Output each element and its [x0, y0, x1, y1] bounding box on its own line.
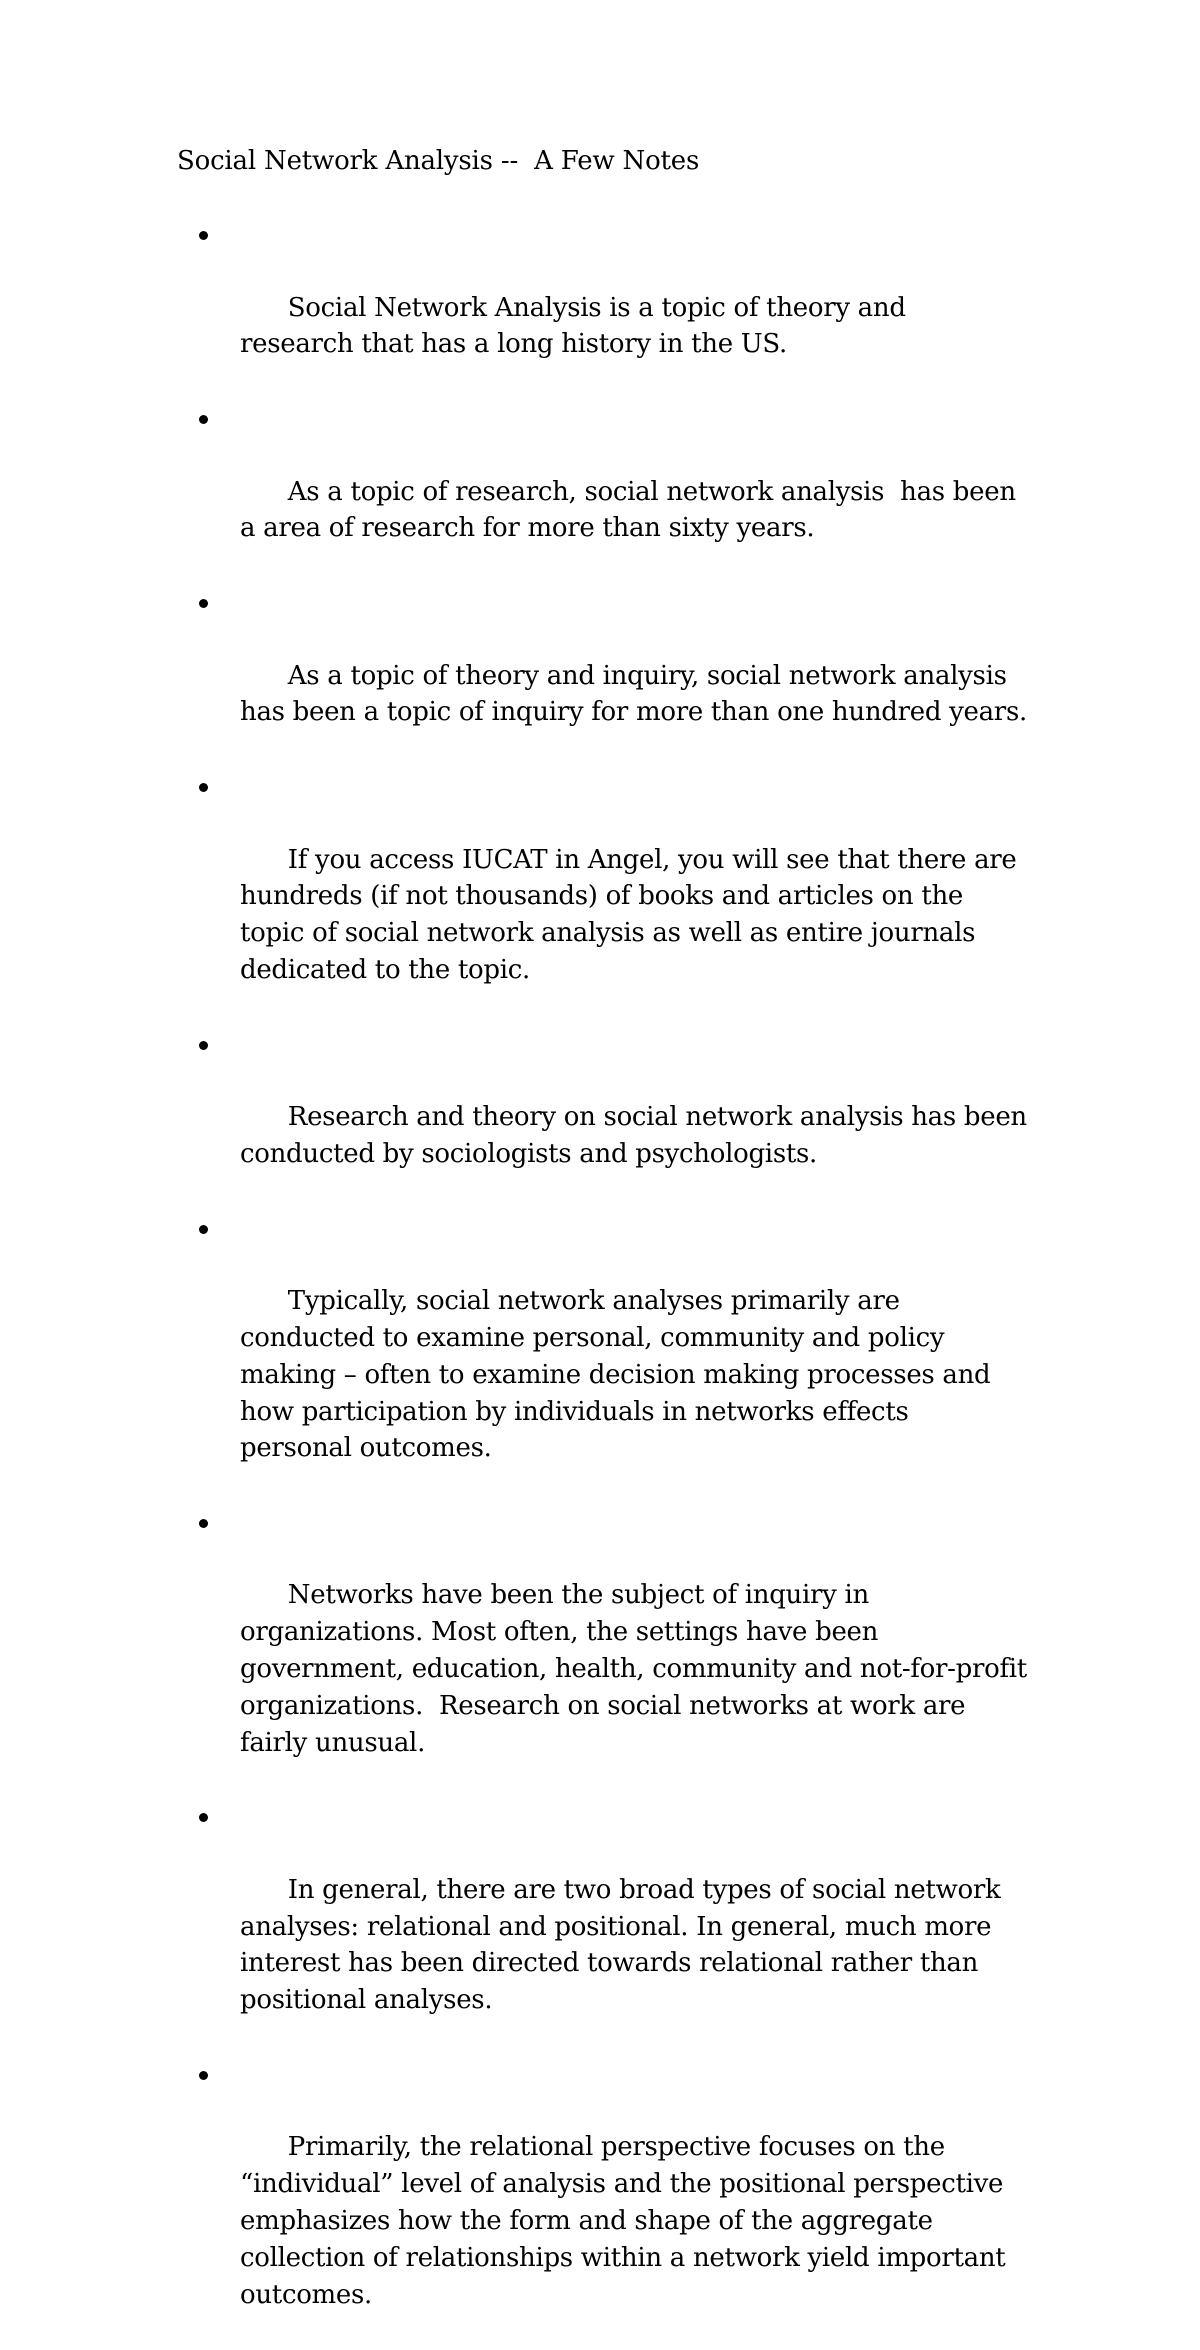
- note-item: [177, 400, 1027, 584]
- note-item: [177, 1798, 1027, 2056]
- note-text: As a topic of theory and inquiry, social network analysis has been a topic of inquiry for more than one hundred years.: [240, 660, 1027, 728]
- note-item: [177, 768, 1027, 1026]
- note-text: Networks have been the subject of inquiry in organizations. Most often, the settings have been government, education, health, community and not-for-profit organizations. Research on social networks at work are fairly unusual.: [240, 1580, 1035, 1758]
- bullet-icon: [199, 599, 208, 608]
- note-text: Social Network Analysis is a topic of theory and research that has a long history in the US.: [240, 292, 914, 360]
- notes-list: [177, 216, 1035, 2350]
- note-item: [177, 1504, 1035, 1798]
- note-item: [177, 1026, 1035, 1210]
- bullet-icon: [199, 1813, 208, 1822]
- note-text: In general, there are two broad types of social network analyses: relational and positional. In general, much more interest has been directed towards relational rather than positional analyses.: [240, 1874, 1009, 2016]
- bullet-icon: [199, 415, 208, 424]
- bullet-icon: [199, 231, 208, 240]
- note-item: [177, 216, 1027, 400]
- bullet-icon: [199, 1041, 208, 1050]
- bullet-icon: [199, 783, 208, 792]
- note-item: [177, 1210, 1027, 1504]
- note-text: Research and theory on social network analysis has been conducted by sociologists and psychologists.: [240, 1102, 1035, 1169]
- document-title: Social Network Analysis -- A Few Notes: [177, 146, 700, 176]
- bullet-icon: [199, 1519, 208, 1528]
- bullet-icon: [199, 1225, 208, 1234]
- note-item: [177, 2056, 1027, 2350]
- note-item: [177, 584, 1027, 768]
- note-text: As a topic of research, social network analysis has been a area of research for more than sixty years.: [240, 476, 1024, 544]
- note-text: Primarily, the relational perspective focuses on the “individual” level of analysis and the positional perspective emphasizes how the form and shape of the aggregate collection of relationships within a network yield important outcomes.: [240, 2132, 1014, 2310]
- bullet-icon: [199, 2071, 208, 2080]
- note-text: If you access IUCAT in Angel, you will see that there are hundreds (if not thousands) of books and articles on the topic of social network analysis as well as entire journals dedicated to the topic.: [240, 844, 1025, 985]
- note-text: Typically, social network analyses primarily are conducted to examine personal, community and policy making – often to examine decision making processes and how participation by individuals in networks effects personal outcomes.: [240, 1286, 999, 1464]
